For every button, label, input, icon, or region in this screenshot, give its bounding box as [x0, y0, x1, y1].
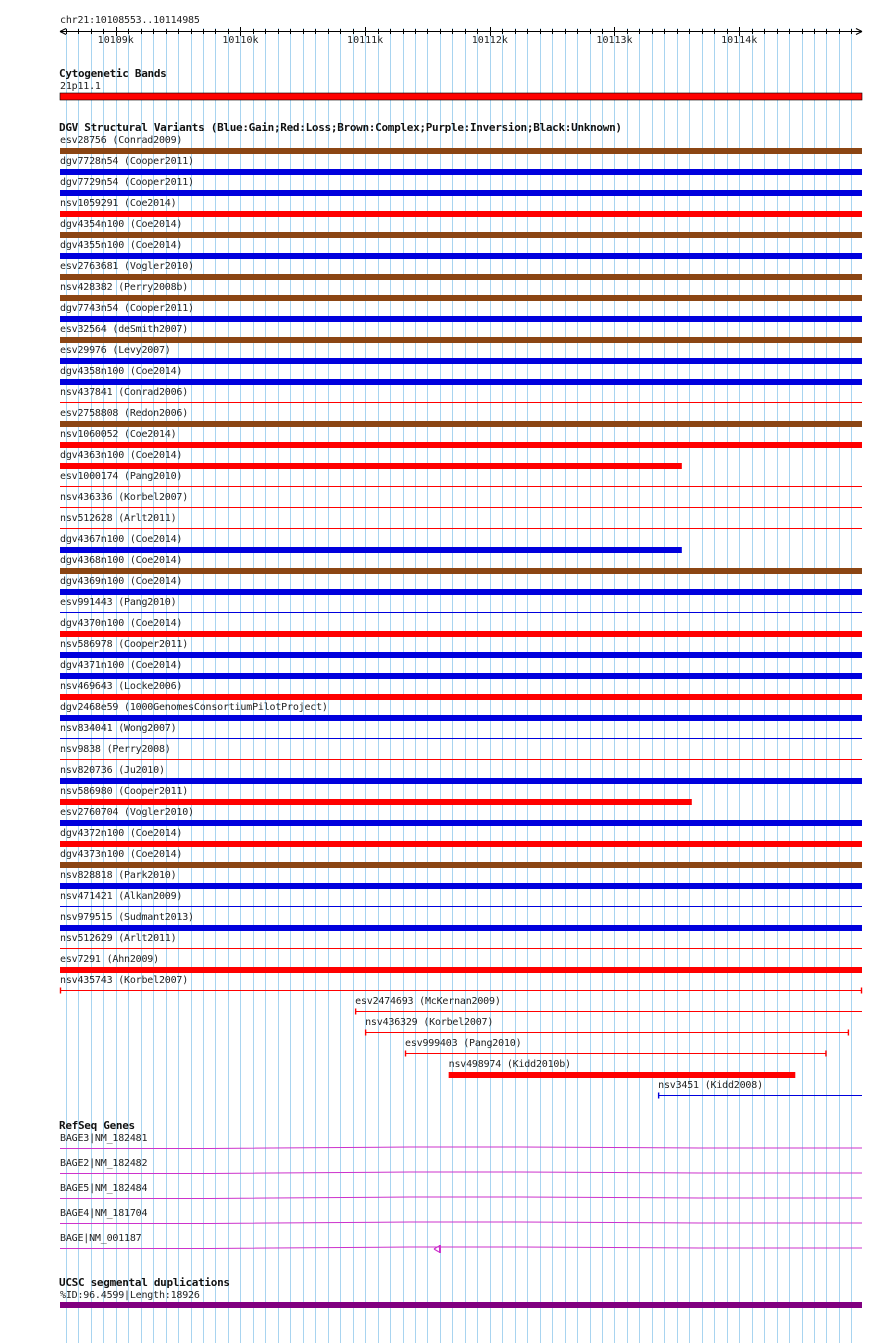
refseq-gene-label: BAGE3|NM_182481 [60, 1133, 148, 1144]
dgv-variant-bar [60, 316, 862, 322]
dgv-variant-label: nsv979515 (Sudmant2013) [60, 912, 194, 923]
dgv-variant-label: esv32564 (deSmith2007) [60, 324, 189, 335]
dgv-variant-label: dgv7743n54 (Cooper2011) [60, 303, 194, 314]
dgv-variant-bar [60, 295, 862, 301]
refseq-gene-label: BAGE4|NM_181704 [60, 1208, 148, 1219]
dgv-variant-label: dgv4367n100 (Coe2014) [60, 534, 183, 545]
dgv-variant-label: nsv828818 (Park2010) [60, 870, 177, 881]
dgv-variant-bar [60, 148, 862, 154]
dgv-variant-label: esv999403 (Pang2010) [405, 1038, 522, 1049]
dgv-variant-label: dgv4371n100 (Coe2014) [60, 660, 183, 671]
dgv-variant-label: nsv9838 (Perry2008) [60, 744, 171, 755]
dgv-variant-bar [60, 547, 682, 553]
dgv-variant-label: nsv428382 (Perry2008b) [60, 282, 189, 293]
dgv-variant-bar [60, 778, 862, 784]
dgv-variant-label: nsv469643 (Locke2006) [60, 681, 183, 692]
ruler-tick-label: 10109k [97, 35, 134, 46]
dgv-variant-bar [60, 337, 862, 343]
dgv-variant-bar [60, 442, 862, 448]
dgv-variant-label: nsv471421 (Alkan2009) [60, 891, 183, 902]
dgv-variant-label: nsv3451 (Kidd2008) [658, 1080, 763, 1091]
segdup-bar [60, 1302, 862, 1308]
dgv-variant-label: nsv1059291 (Coe2014) [60, 198, 177, 209]
ruler-tick-label: 10110k [222, 35, 259, 46]
dgv-variant-bar [60, 358, 862, 364]
dgv-variant-label: esv2474693 (McKernan2009) [355, 996, 501, 1007]
dgv-variant-label: nsv437841 (Conrad2006) [60, 387, 189, 398]
dgv-variant-label: esv2758808 (Redon2006) [60, 408, 189, 419]
dgv-variant-bar [60, 589, 862, 595]
dgv-variant-bar [60, 715, 862, 721]
dgv-variant-bar [60, 967, 862, 973]
dgv-variant-bar [60, 190, 862, 196]
refseq-gene-line [60, 1147, 862, 1149]
refseq-gene-line [60, 1247, 862, 1249]
dgv-variant-label: esv991443 (Pang2010) [60, 597, 177, 608]
dgv-variant-label: dgv4369n100 (Coe2014) [60, 576, 183, 587]
dgv-variant-bar [60, 820, 862, 826]
dgv-variant-label: esv28756 (Conrad2009) [60, 135, 183, 146]
dgv-variant-bar [449, 1072, 796, 1078]
refseq-track-title: RefSeq Genes [59, 1119, 135, 1132]
dgv-variant-bar [60, 274, 862, 280]
dgv-track-title: DGV Structural Variants (Blue:Gain;Red:Loss;Brown:Complex;Purple:Inversion;Black:Unknown) [59, 121, 622, 134]
dgv-variant-bar [60, 211, 862, 217]
dgv-variant-bar [60, 568, 862, 574]
dgv-variant-label: nsv820736 (Ju2010) [60, 765, 165, 776]
dgv-variant-bar [60, 799, 692, 805]
dgv-variant-label: nsv435743 (Korbel2007) [60, 975, 189, 986]
dgv-variant-label: dgv4372n100 (Coe2014) [60, 828, 183, 839]
dgv-variant-bar [60, 421, 862, 427]
dgv-variant-label: nsv512628 (Arlt2011) [60, 513, 177, 524]
dgv-variant-label: esv7291 (Ahn2009) [60, 954, 159, 965]
dgv-variant-label: dgv7728n54 (Cooper2011) [60, 156, 194, 167]
dgv-variant-label: dgv4355n100 (Coe2014) [60, 240, 183, 251]
dgv-variant-bar [60, 862, 862, 868]
dgv-variant-label: nsv834041 (Wong2007) [60, 723, 177, 734]
segdup-label: %ID:96.4599|Length:18926 [60, 1290, 200, 1301]
dgv-variant-bar [60, 925, 862, 931]
dgv-variant-label: dgv4358n100 (Coe2014) [60, 366, 183, 377]
region-label: chr21:10108553..10114985 [60, 15, 200, 26]
dgv-variant-bar [60, 463, 682, 469]
dgv-variant-label: nsv436336 (Korbel2007) [60, 492, 189, 503]
dgv-variant-label: dgv2468e59 (1000GenomesConsortiumPilotProject) [60, 702, 328, 713]
ruler-tick-label: 10111k [347, 35, 384, 46]
dgv-variant-label: nsv436329 (Korbel2007) [365, 1017, 494, 1028]
dgv-variant-label: esv2760704 (Vogler2010) [60, 807, 194, 818]
dgv-variant-label: nsv586978 (Cooper2011) [60, 639, 189, 650]
dgv-variant-label: dgv4373n100 (Coe2014) [60, 849, 183, 860]
dgv-variant-bar [60, 841, 862, 847]
dgv-variant-bar [60, 232, 862, 238]
dgv-variant-label: esv1000174 (Pang2010) [60, 471, 183, 482]
dgv-variant-label: nsv512629 (Arlt2011) [60, 933, 177, 944]
dgv-variant-bar [60, 673, 862, 679]
dgv-variant-bar [60, 694, 862, 700]
dgv-variant-bar [60, 253, 862, 259]
refseq-gene-exon [439, 1245, 441, 1253]
cytoband-track-title: Cytogenetic Bands [59, 67, 167, 80]
dgv-variant-label: dgv4363n100 (Coe2014) [60, 450, 183, 461]
dgv-variant-label: esv29976 (Levy2007) [60, 345, 171, 356]
dgv-variant-bar [60, 883, 862, 889]
dgv-variant-label: nsv1060052 (Coe2014) [60, 429, 177, 440]
cytoband-label: 21p11.1 [60, 81, 101, 92]
refseq-gene-label: BAGE2|NM_182482 [60, 1158, 148, 1169]
dgv-variant-label: dgv4354n100 (Coe2014) [60, 219, 183, 230]
dgv-variant-label: esv2763681 (Vogler2010) [60, 261, 194, 272]
dgv-variant-label: nsv498974 (Kidd2010b) [448, 1059, 571, 1070]
dgv-variant-label: dgv4368n100 (Coe2014) [60, 555, 183, 566]
refseq-gene-line [60, 1172, 862, 1174]
refseq-gene-line [60, 1197, 862, 1199]
refseq-gene-label: BAGE5|NM_182484 [60, 1183, 148, 1194]
segdup-track-title: UCSC segmental duplications [59, 1276, 230, 1289]
dgv-variant-label: dgv4370n100 (Coe2014) [60, 618, 183, 629]
ruler-tick-label: 10113k [596, 35, 633, 46]
dgv-variant-label: dgv7729n54 (Cooper2011) [60, 177, 194, 188]
dgv-variant-bar [60, 631, 862, 637]
dgv-variant-bar [60, 652, 862, 658]
dgv-variant-bar [60, 169, 862, 175]
refseq-gene-label: BAGE|NM_001187 [60, 1233, 142, 1244]
refseq-gene-line [60, 1222, 862, 1224]
ruler-tick-label: 10114k [721, 35, 758, 46]
cytoband-bar [60, 93, 862, 100]
dgv-variant-bar [60, 379, 862, 385]
ruler-tick-label: 10112k [471, 35, 508, 46]
dgv-variant-label: nsv586980 (Cooper2011) [60, 786, 189, 797]
